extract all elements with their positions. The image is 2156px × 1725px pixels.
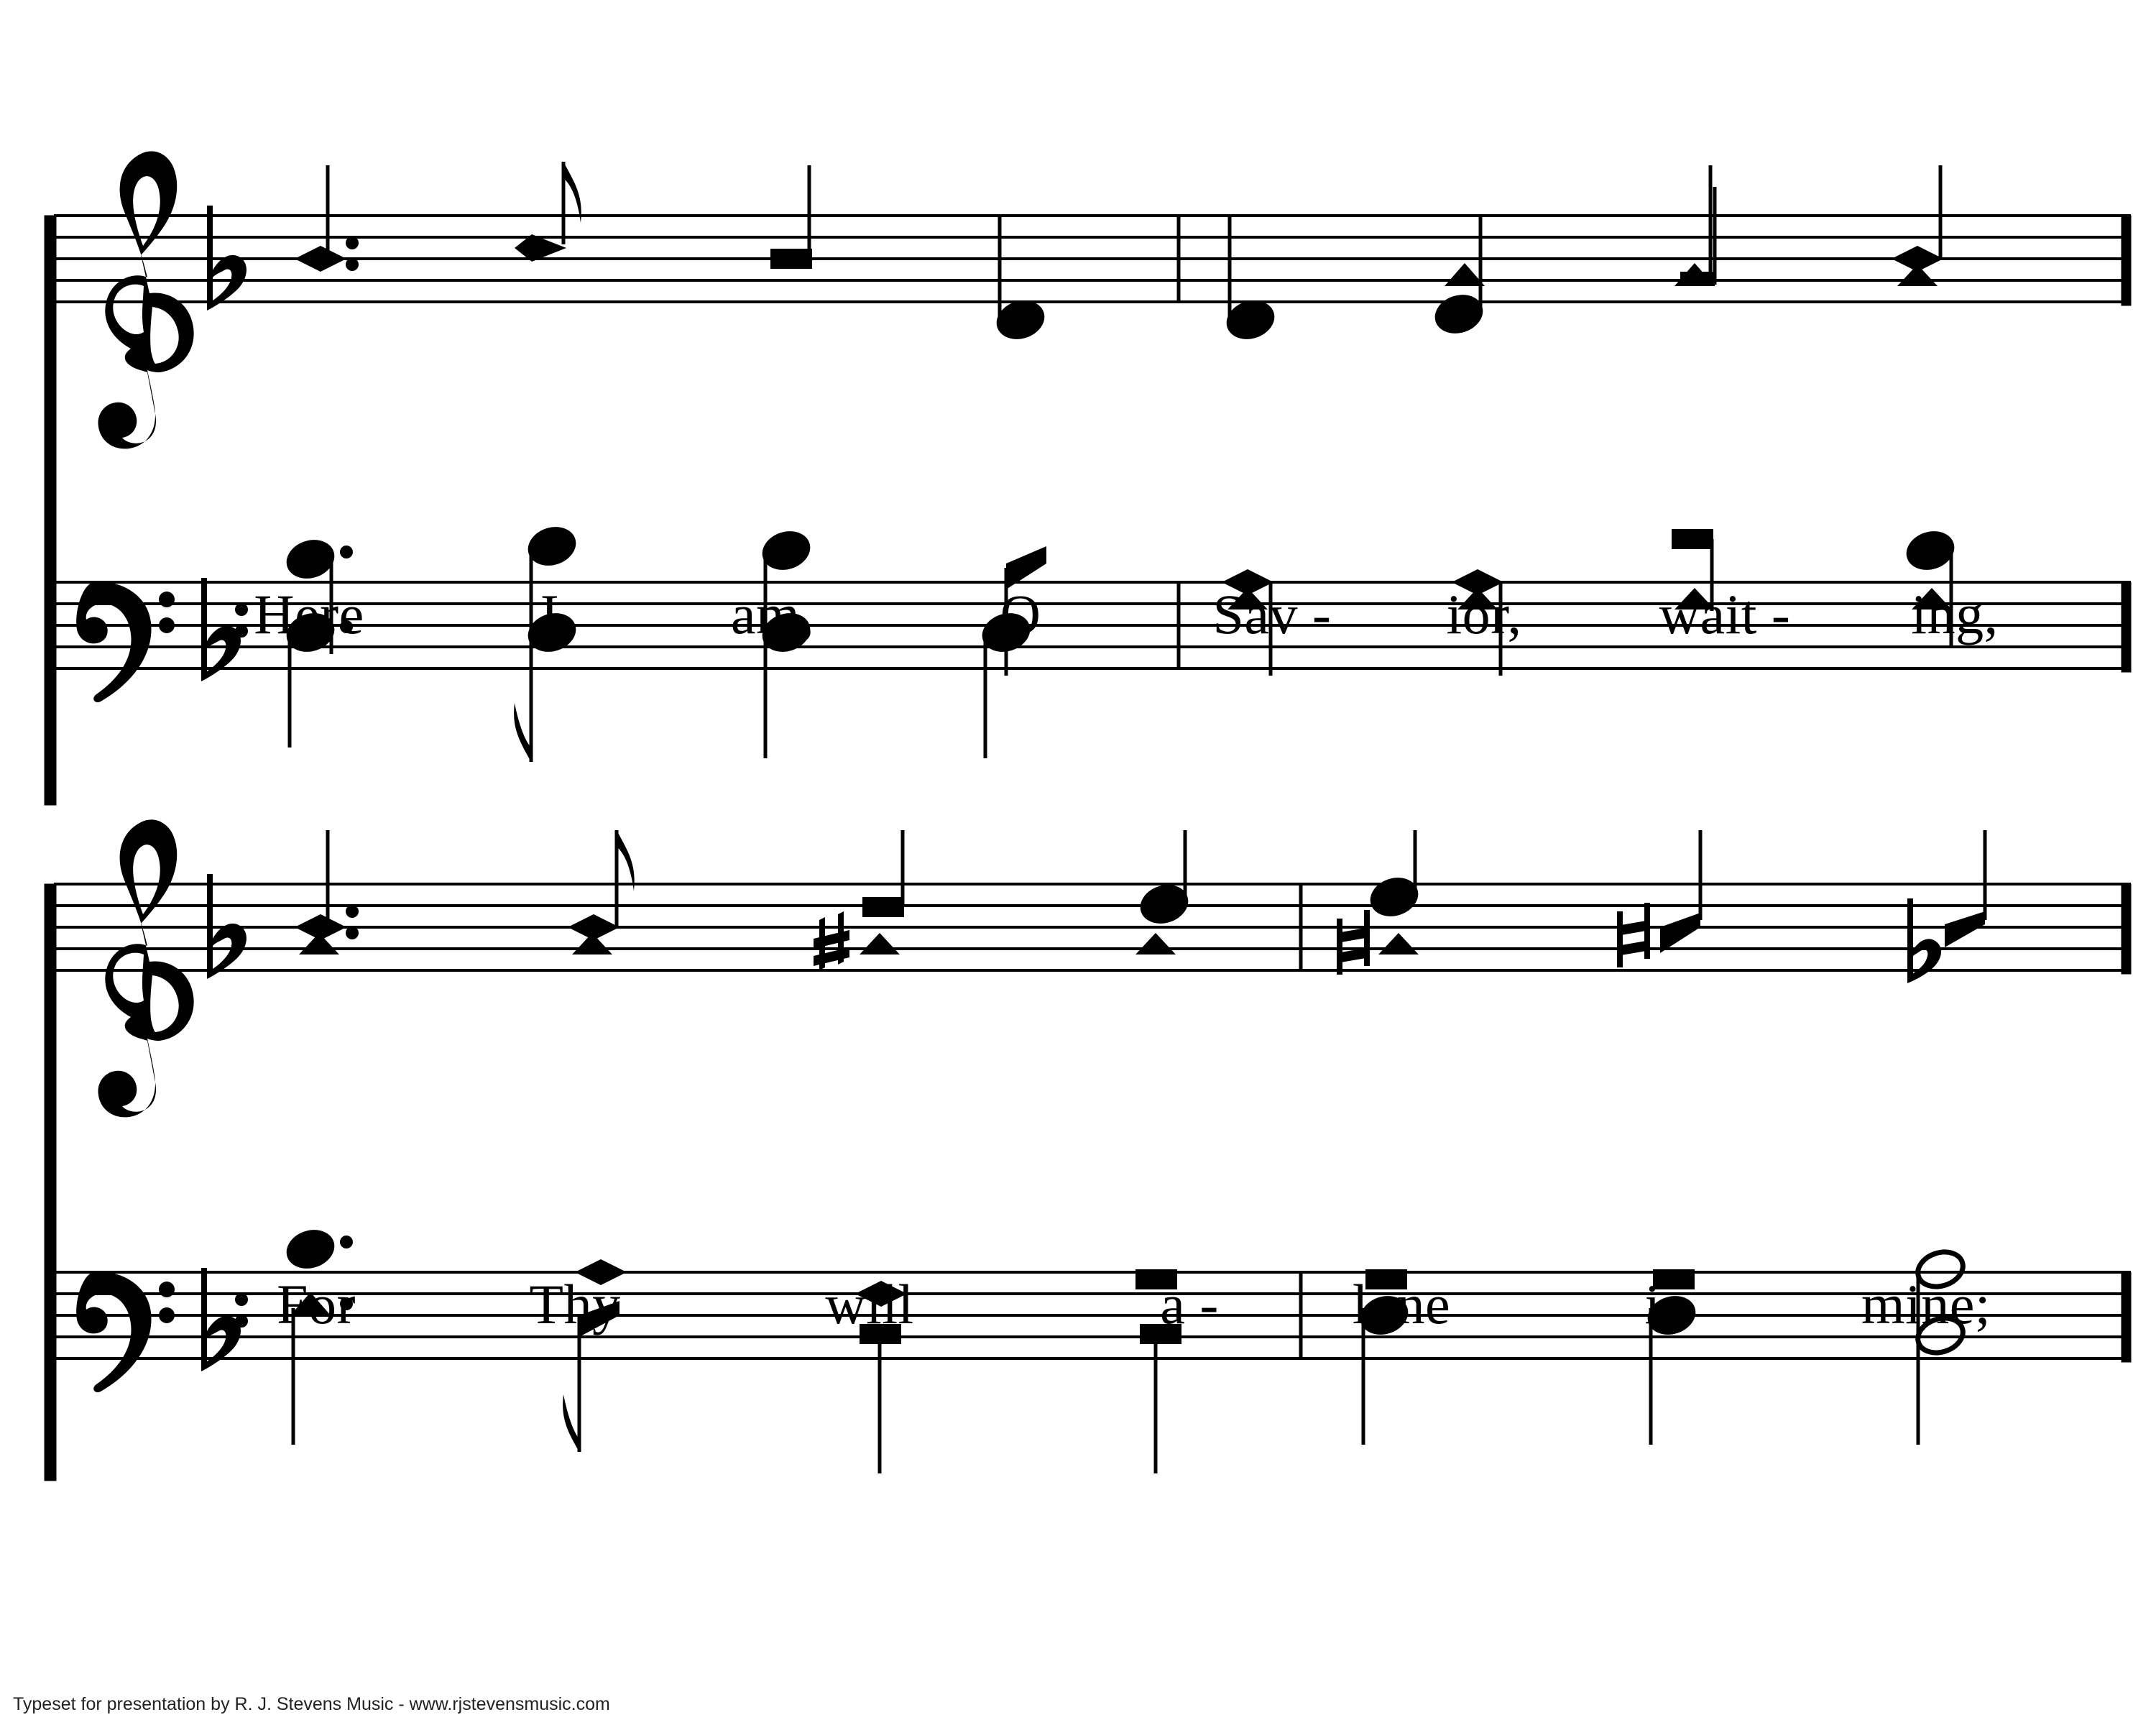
music-system-2 — [0, 812, 2156, 1531]
accidental-sharp — [814, 911, 849, 970]
repeat-start-dots — [235, 603, 248, 638]
treble-clef-icon — [98, 819, 194, 1117]
treble-staff-2 — [45, 884, 2131, 1481]
note-head-triangle — [572, 933, 612, 954]
key-signature-flat-bass — [201, 1268, 241, 1371]
lyric-word: Thy — [529, 1273, 621, 1335]
lyric-word: lone — [1352, 1273, 1451, 1335]
note-head-triangle — [1378, 933, 1419, 954]
note-head-triangle — [1897, 264, 1938, 286]
bass-clef-icon — [76, 1272, 175, 1393]
accidental-natural — [1337, 910, 1370, 975]
lyric-word: O — [1000, 583, 1041, 645]
treble-staff-1 — [45, 216, 2131, 805]
note-head-square — [770, 249, 812, 269]
lyric-word: a - — [1160, 1273, 1219, 1335]
key-signature-flat-bass — [201, 578, 241, 681]
system-1-notation — [0, 144, 2156, 827]
note-head-oval — [282, 1224, 340, 1274]
note-head-square — [862, 897, 904, 917]
lyric-word: For — [277, 1273, 356, 1335]
repeat-start-dots — [346, 905, 359, 939]
note-head-square — [1672, 529, 1713, 549]
system-2-notation — [0, 812, 2156, 1531]
bass-staff-2 — [54, 1272, 2131, 1362]
lyric-word: mine; — [1861, 1273, 1991, 1335]
note-head-triangle — [1945, 911, 1985, 947]
note-head-triangle — [1135, 933, 1176, 954]
bass-clef-icon — [76, 582, 175, 703]
lyric-word: I — [540, 583, 560, 645]
repeat-start-dots — [346, 236, 359, 271]
note-head-triangle — [860, 933, 900, 954]
note-head-triangle — [299, 933, 339, 954]
lyric-word: ior, — [1446, 583, 1522, 645]
lyric-word: is — [1644, 1273, 1683, 1335]
lyric-word: Sav - — [1212, 583, 1332, 645]
accidental-natural — [1617, 903, 1650, 967]
lyric-word: wait - — [1659, 583, 1791, 645]
note-head-triangle — [1660, 913, 1700, 953]
lyric-word: Here — [254, 583, 364, 645]
repeat-start-dots — [235, 1293, 248, 1328]
music-system-1 — [0, 144, 2156, 827]
typeset-credit: Typeset for presentation by R. J. Stevens Music - www.rjstevensmusic.com — [13, 1694, 610, 1714]
lyric-word: am, — [730, 583, 815, 645]
bass-staff-1 — [54, 582, 2131, 672]
note-head-diamond — [295, 246, 346, 272]
note-head-flag — [1680, 272, 1715, 286]
lyric-word: ing, — [1911, 583, 1999, 645]
treble-clef-icon — [98, 151, 194, 448]
lyric-word: will — [825, 1273, 914, 1335]
